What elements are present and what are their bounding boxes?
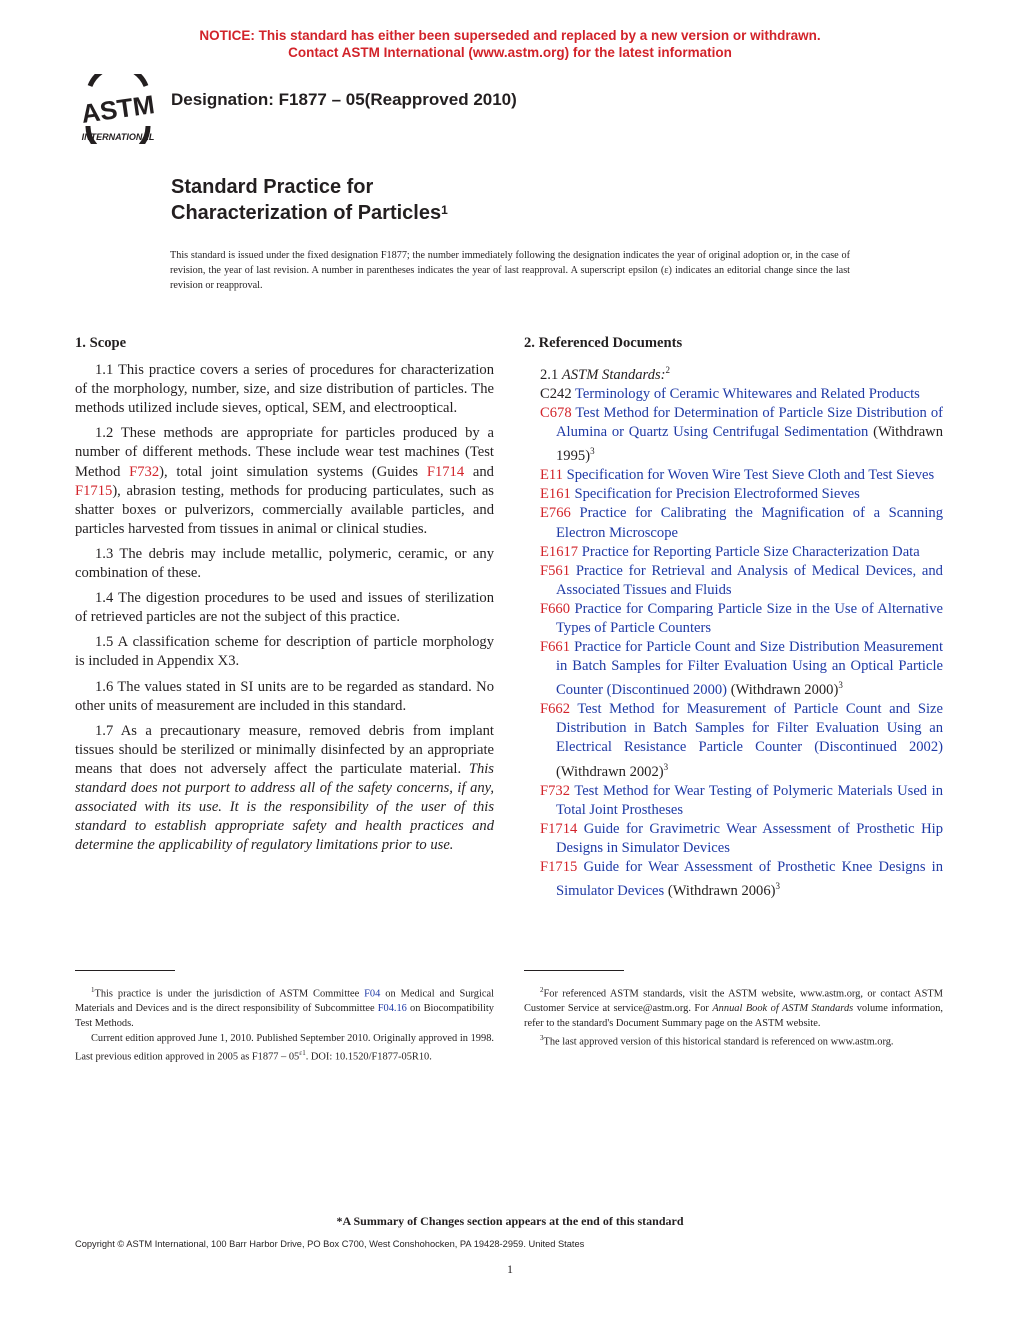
reference-code: C242 — [540, 386, 572, 403]
notice-banner — [0, 27, 1020, 61]
reference-item — [524, 562, 943, 600]
title-line-1: Standard Practice for — [171, 176, 374, 198]
reference-item — [524, 466, 943, 485]
reference-title-link[interactable]: Test Method for Measurement of Particle Count and Size Distribution in Batch Samples for Filter Evaluation Using an Electrical Resistance Particle Counter (Discontinued 2002) — [556, 701, 943, 756]
references-section — [524, 334, 943, 901]
link-f732[interactable]: F732 — [129, 463, 160, 480]
reference-list — [524, 385, 943, 901]
svg-text:ASTM: ASTM — [79, 89, 157, 129]
reference-item — [524, 404, 943, 466]
reference-note: (Withdrawn 2002) — [556, 763, 664, 780]
reference-code[interactable]: C678 — [540, 405, 572, 422]
reference-code[interactable]: F1715 — [540, 858, 578, 875]
reference-item — [524, 385, 943, 404]
reference-title-link[interactable]: Practice for Calibrating the Magnification of a Scanning Electron Microscope — [556, 505, 943, 541]
reference-code[interactable]: E1617 — [540, 543, 579, 560]
reference-footnote-mark: 3 — [775, 880, 780, 891]
footnote-2: $^2$For referenced ASTM standards, visit the ASTM website, www.astm.org, or contact ASTM Customer Service at service@astm.org. For Annual Book of ASTM Standards volume information, refer to the standard's Document Summary page on the ASTM website. — [524, 986, 943, 1030]
notice-line-1: NOTICE: This standard has either been superseded and replaced by a new version or withdrawn. — [199, 28, 821, 43]
footnotes-left — [75, 983, 494, 1065]
scope-para-1-2: 1.2 These methods are appropriate for particles produced by a number of different methods. These include wear test machines (Test Method F732), total joint simulation systems (Guides F1714 and F1715), abrasion testing, methods for producing particulates, such as shatter boxes or pulverizors, commercially available particles, and particles harvested from tissues in animal or clinical studies. — [75, 425, 494, 537]
page-number: 1 — [507, 1262, 513, 1276]
reference-code[interactable]: F662 — [540, 701, 571, 718]
document-title — [171, 174, 448, 226]
reference-title-link[interactable]: Test Method for Determination of Particle Size Distribution of Alumina or Quartz Using Centrifugal Sedimentation — [556, 405, 943, 441]
scope-para-1-6: 1.6 The values stated in SI units are to be regarded as standard. No other units of measurement are included in this standard. — [75, 678, 494, 714]
references-intro: 2.1 ASTM Standards:$^2$ — [540, 365, 671, 383]
reference-code[interactable]: E766 — [540, 505, 571, 522]
reference-title-link[interactable]: Practice for Retrieval and Analysis of Medical Devices, and Associated Tissues and Fluids — [556, 562, 943, 598]
scope-para-1-1: 1.1 This practice covers a series of procedures for characterization of the morphology, number, size, and size distribution of particles. The methods utilized include sieves, optical, SEM, and electrooptical. — [75, 362, 494, 417]
issue-statement: This standard is issued under the fixed designation F1877; the number immediately following the designation indicates the year of original adoption or, in the case of revision, the year of last revision. A number in parentheses indicates the year of last reapproval. A superscript epsilon (ε) indicates an editorial change since the last revision or reapproval. — [170, 250, 850, 291]
reference-item — [524, 485, 943, 504]
footnote-rule-right — [524, 970, 624, 971]
reference-code[interactable]: F660 — [540, 600, 571, 617]
reference-code[interactable]: F661 — [540, 639, 571, 656]
scope-heading: 1. Scope — [75, 335, 127, 351]
designation: Designation: F1877 – 05(Reapproved 2010) — [171, 90, 517, 109]
reference-item — [524, 543, 943, 562]
reference-title-link[interactable]: Specification for Precision Electroformed Sieves — [574, 486, 860, 503]
reference-title-link[interactable]: Practice for Particle Count and Size Distribution Measurement in Batch Samples for Filter Evaluation Using an Optical Particle Counter (Discontinued 2000) — [556, 639, 943, 699]
reference-note: (Withdrawn 2000) — [727, 682, 839, 699]
reference-footnote-mark: 3 — [590, 446, 595, 457]
reference-title-link[interactable]: Terminology of Ceramic Whitewares and Related Products — [575, 386, 920, 403]
footnote-3: $^3$The last approved version of this historical standard is referenced on www.astm.org. — [540, 1034, 894, 1048]
reference-code[interactable]: F1714 — [540, 820, 578, 837]
footnote-1-edition: Current edition approved June 1, 2010. Published September 2010. Originally approved in 1998. Last previous edition approved in 2005 as $F1877 - 05^{\varepsilon 1}$. DOI: 10.1520/F1877-05R10. — [75, 1033, 494, 1063]
copyright-line: Copyright © ASTM International, 100 Barr Harbor Drive, PO Box C700, West Conshohocken, PA 19428-2959. United States — [75, 1239, 585, 1249]
link-f1714[interactable]: F1714 — [426, 463, 465, 480]
reference-title-link[interactable]: Test Method for Wear Testing of Polymeric Materials Used in Total Joint Prostheses — [556, 782, 944, 818]
astm-logo-icon — [74, 74, 162, 144]
scope-para-1-4: 1.4 The digestion procedures to be used and issues of sterilization of retrieved particles are not the subject of this practice. — [75, 590, 494, 626]
scope-para-1-3: 1.3 The debris may include metallic, polymeric, ceramic, or any combination of these. — [75, 545, 494, 582]
reference-item — [524, 858, 943, 901]
scope-section — [75, 334, 494, 861]
reference-code[interactable]: E11 — [540, 467, 563, 484]
safety-caveat: This standard does not purport to address all of the safety concerns, if any, associated with its use. It is the responsibility of the user of this standard to establish appropriate safety and health practices and determine the applicability of regulatory limitations prior to use. — [75, 760, 494, 854]
references-heading: 2. Referenced Documents — [524, 335, 683, 351]
reference-title-link[interactable]: Practice for Reporting Particle Size Characterization Data — [581, 543, 920, 560]
summary-of-changes-note: *A Summary of Changes section appears at the end of this standard — [336, 1214, 684, 1228]
logo-wordmark: INTERNATIONAL — [81, 132, 155, 142]
link-f04[interactable]: F04 — [364, 988, 381, 1000]
reference-note: (Withdrawn 2006) — [664, 882, 776, 899]
reference-footnote-mark: 3 — [838, 680, 843, 691]
reference-item — [524, 700, 943, 781]
scope-para-1-5: 1.5 A classification scheme for description of particle morphology is included in Appendix X3. — [75, 634, 494, 670]
reference-item — [524, 504, 943, 542]
footnotes-right — [524, 983, 943, 1050]
footnote-rule-left — [75, 970, 175, 971]
reference-code[interactable]: E161 — [540, 486, 571, 503]
link-f1715[interactable]: F1715 — [75, 482, 113, 499]
scope-para-1-7: 1.7 As a precautionary measure, removed debris from implant tissues should be sterilized or minimally disinfected by an appropriate means that does not adversely affect the particulate material. This standard does not purport to address all of the safety concerns, if any, associated with its use. It is the responsibility of the user of this standard to establish appropriate safety and health practices and determine the applicability of regulatory limitations prior to use. — [75, 722, 494, 854]
reference-item — [524, 782, 943, 820]
title-footnote-mark: 1 — [441, 203, 448, 217]
link-f04-16[interactable]: F04.16 — [377, 1003, 407, 1015]
footnote-1: $^1$This practice is under the jurisdiction of ASTM Committee F04 on Medical and Surgical Materials and Devices and is the direct responsibility of Subcommittee F04.16 on Biocompatibility Test Methods. — [75, 986, 494, 1030]
notice-line-2: Contact ASTM International (www.astm.org) for the latest information — [288, 45, 732, 60]
reference-title-link[interactable]: Guide for Wear Assessment of Prosthetic Knee Designs in Simulator Devices — [556, 858, 943, 899]
reference-footnote-mark: 3 — [663, 761, 669, 772]
title-line-2: Characterization of Particles — [171, 202, 442, 224]
reference-title-link[interactable]: Guide for Gravimetric Wear Assessment of Prosthetic Hip Designs in Simulator Devices — [556, 820, 943, 856]
reference-title-link[interactable]: Specification for Woven Wire Test Sieve Cloth and Test Sieves — [566, 467, 935, 484]
reference-title-link[interactable]: Practice for Comparing Particle Size in the Use of Alternative Types of Particle Counters — [556, 600, 943, 637]
reference-item — [524, 600, 943, 638]
reference-note: (Withdrawn 1995) — [556, 424, 944, 465]
reference-item — [524, 638, 943, 700]
reference-item — [524, 820, 943, 858]
reference-code[interactable]: F732 — [540, 782, 571, 799]
reference-code[interactable]: F561 — [540, 562, 571, 579]
